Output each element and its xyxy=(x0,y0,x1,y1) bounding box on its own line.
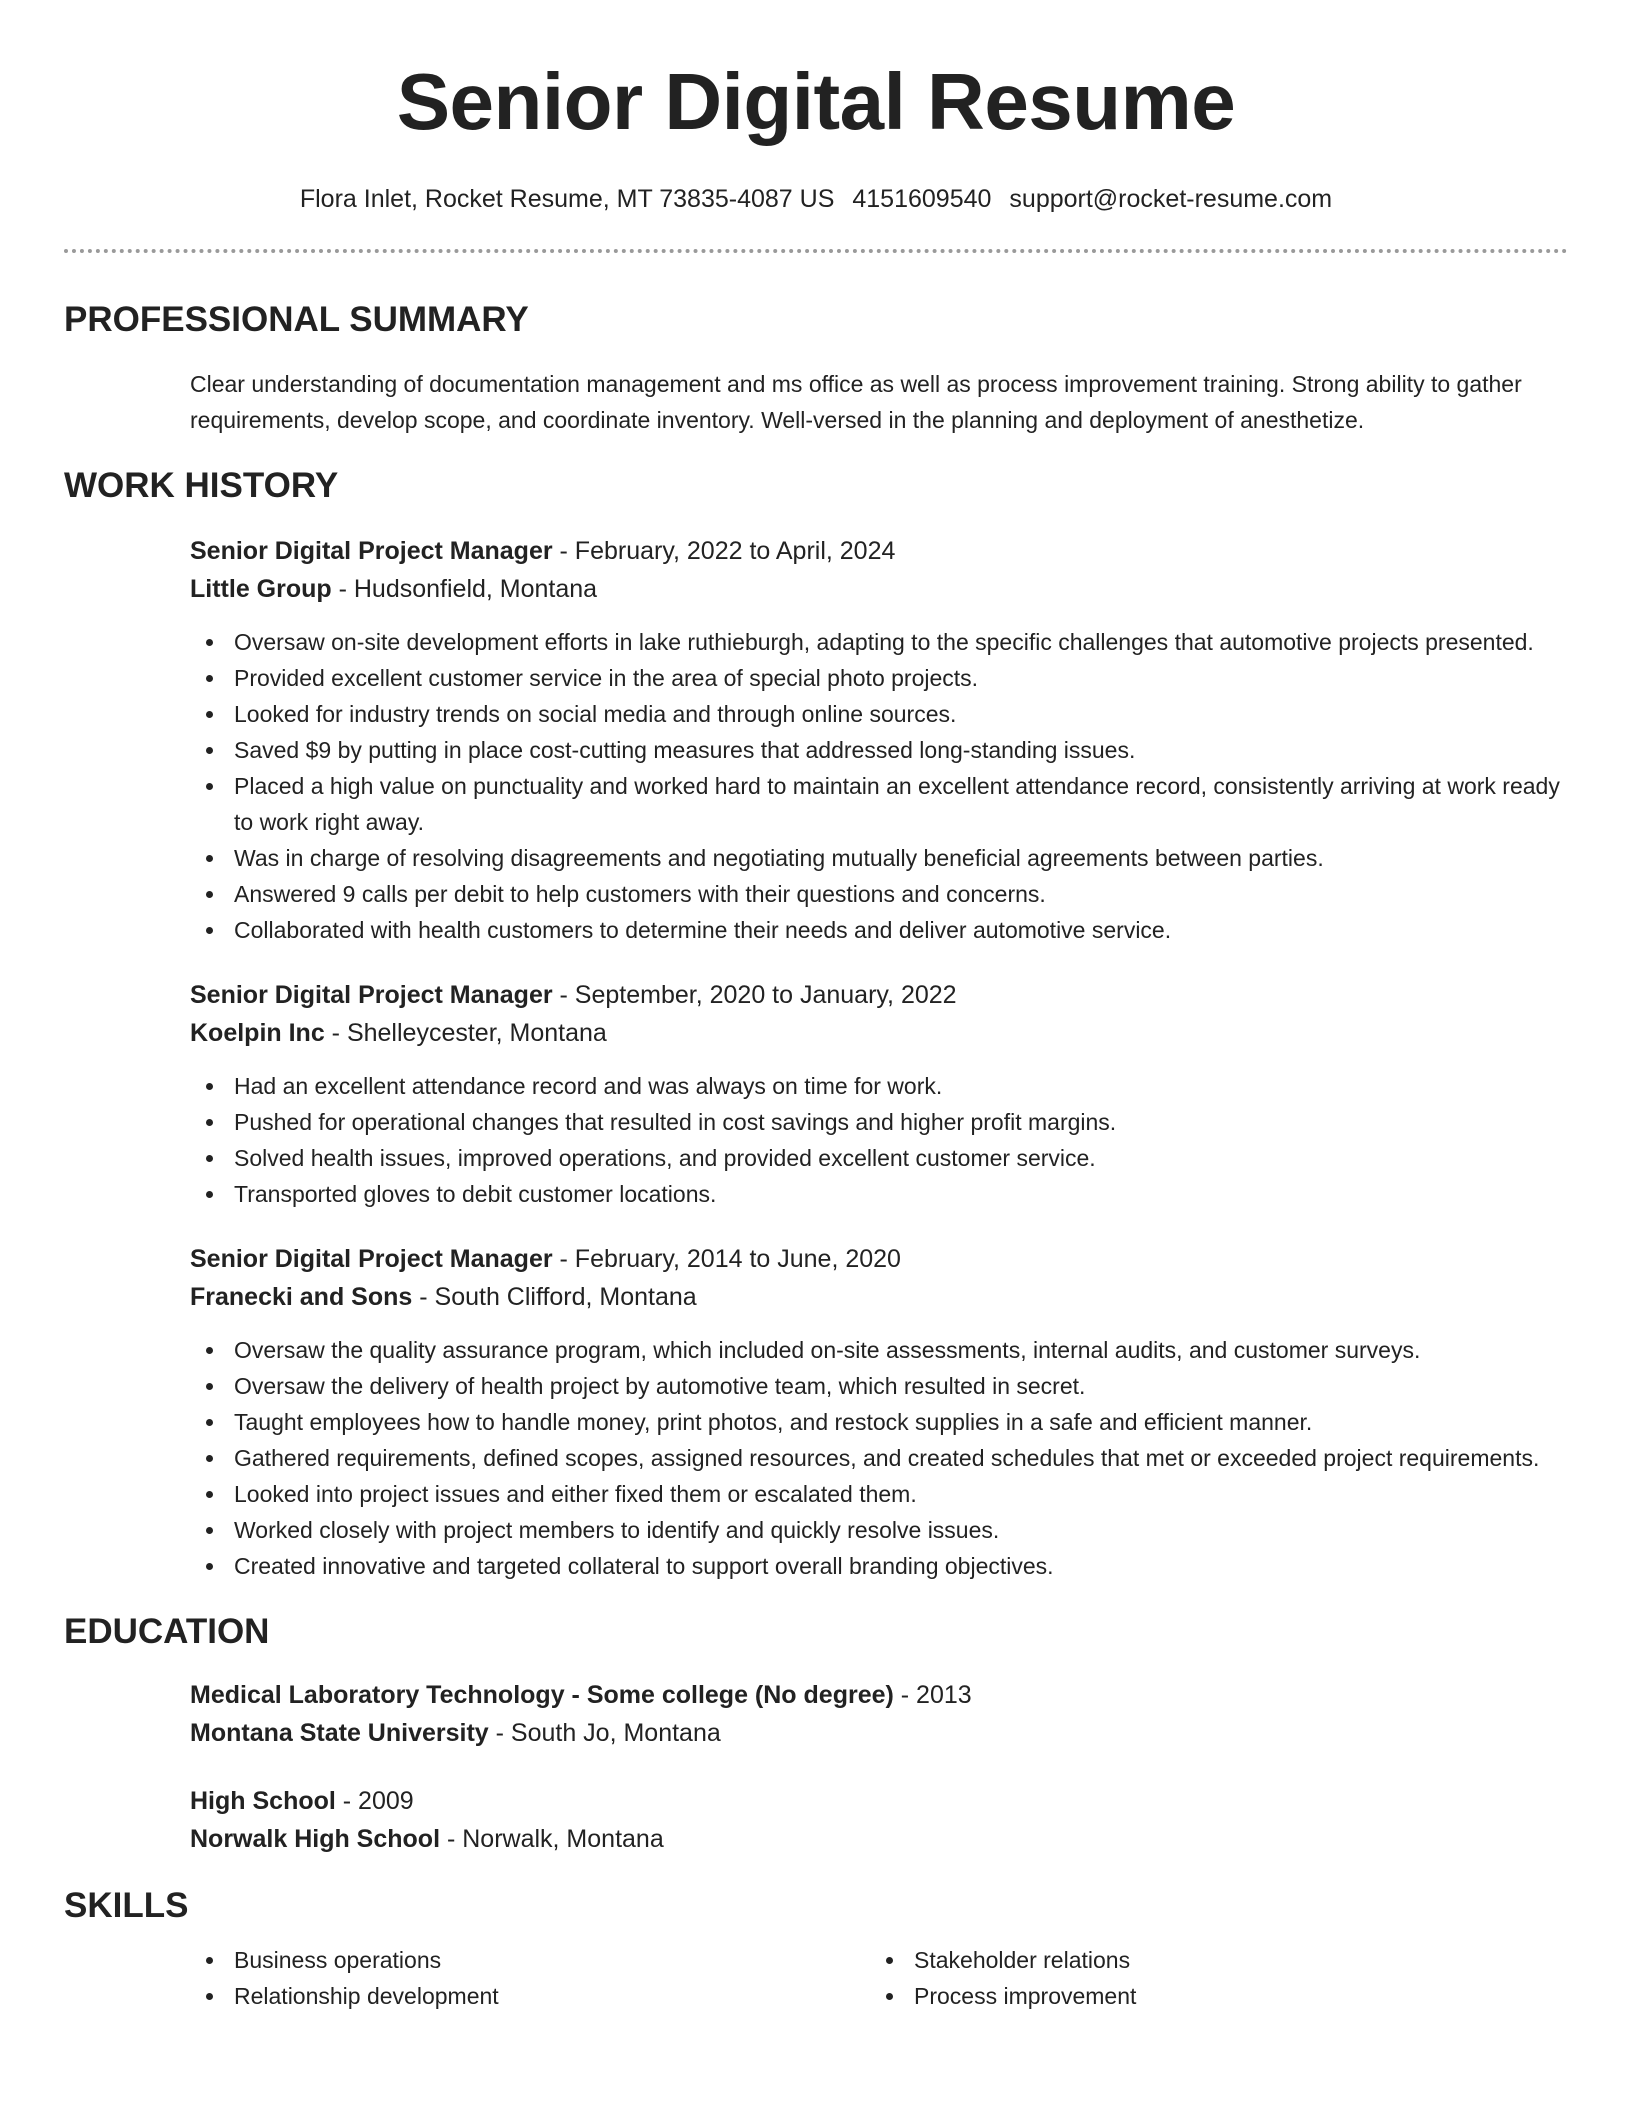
job-company: Franecki and Sons xyxy=(190,1283,413,1311)
summary-text: Clear understanding of documentation management and ms office as well as process improvement training. Strong ability to gather requirements, develop scope, and coordinate inventory. Well-versed in the planning and deployment of anesthetize. xyxy=(190,371,1522,433)
education-school-line xyxy=(190,1820,1568,1858)
skill-item: Process improvement xyxy=(870,1978,1550,2014)
contact-line xyxy=(64,184,1568,214)
job-dates: - February, 2022 to April, 2024 xyxy=(552,537,896,565)
job-role: Senior Digital Project Manager xyxy=(190,537,553,565)
education-entry xyxy=(190,1676,1568,1752)
job-bullet: Taught employees how to handle money, print photos, and restock supplies in a safe and efficient manner. xyxy=(190,1404,1568,1440)
job-bullet: Pushed for operational changes that resulted in cost savings and higher profit margins. xyxy=(190,1104,1568,1140)
job-location: - Shelleycester, Montana xyxy=(324,1019,607,1047)
job-bullet: Oversaw on-site development efforts in lake ruthieburgh, adapting to the specific challenges that automotive projects presented. xyxy=(190,624,1568,660)
skill-item: Stakeholder relations xyxy=(870,1942,1550,1978)
job-entry xyxy=(190,1240,1568,1316)
job-role: Senior Digital Project Manager xyxy=(190,1245,553,1273)
contact-address: Flora Inlet, Rocket Resume, MT 73835-4087 US xyxy=(299,185,835,213)
education-school: Montana State University xyxy=(190,1719,489,1747)
job-bullet-list xyxy=(190,1332,1568,1584)
education-entry xyxy=(190,1782,1568,1858)
job-bullet: Oversaw the quality assurance program, which included on-site assessments, internal audits, and customer surveys. xyxy=(190,1332,1568,1368)
job-company-line xyxy=(190,1014,1568,1052)
education-list xyxy=(64,1676,1568,1858)
job-title-line xyxy=(190,532,1568,570)
skills-grid xyxy=(190,1942,1568,2014)
skill-item: Relationship development xyxy=(190,1978,870,2014)
job-dates: - September, 2020 to January, 2022 xyxy=(552,981,957,1009)
job-bullet: Saved $9 by putting in place cost-cutting measures that addressed long-standing issues. xyxy=(190,732,1568,768)
job-location: - South Clifford, Montana xyxy=(412,1283,697,1311)
job-bullet: Solved health issues, improved operations, and provided excellent customer service. xyxy=(190,1140,1568,1176)
education-degree: High School xyxy=(190,1787,336,1815)
education-location: - South Jo, Montana xyxy=(488,1719,721,1747)
job-role: Senior Digital Project Manager xyxy=(190,981,553,1009)
job-company: Little Group xyxy=(190,575,332,603)
job-bullet: Looked for industry trends on social media and through online sources. xyxy=(190,696,1568,732)
job-bullet: Collaborated with health customers to determine their needs and deliver automotive service. xyxy=(190,912,1568,948)
header-divider xyxy=(64,249,1568,253)
section-title-work-history: WORK HISTORY xyxy=(64,466,339,505)
job-bullet: Was in charge of resolving disagreements and negotiating mutually beneficial agreements between parties. xyxy=(190,840,1568,876)
work-history-list xyxy=(64,532,1568,1584)
job-company: Koelpin Inc xyxy=(190,1019,325,1047)
section-title-education: EDUCATION xyxy=(64,1612,270,1651)
section-title-skills: SKILLS xyxy=(64,1886,189,1925)
contact-email: support@rocket-resume.com xyxy=(1009,185,1333,213)
section-title-summary: PROFESSIONAL SUMMARY xyxy=(64,300,529,339)
job-bullet-list xyxy=(190,624,1568,948)
job-bullet: Had an excellent attendance record and was always on time for work. xyxy=(190,1068,1568,1104)
skills-column-left xyxy=(190,1942,870,2014)
job-entry xyxy=(190,532,1568,608)
education-school-line xyxy=(190,1714,1568,1752)
education-year: - 2009 xyxy=(335,1787,414,1815)
job-bullet: Oversaw the delivery of health project by automotive team, which resulted in secret. xyxy=(190,1368,1568,1404)
resume-name: Senior Digital Resume xyxy=(396,57,1236,146)
job-bullet: Created innovative and targeted collateral to support overall branding objectives. xyxy=(190,1548,1568,1584)
job-title-line xyxy=(190,1240,1568,1278)
contact-phone: 4151609540 xyxy=(852,185,992,213)
education-degree-line xyxy=(190,1782,1568,1820)
job-title-line xyxy=(190,976,1568,1014)
job-bullet: Looked into project issues and either fixed them or escalated them. xyxy=(190,1476,1568,1512)
skills-column-right xyxy=(870,1942,1550,2014)
job-bullet: Placed a high value on punctuality and worked hard to maintain an excellent attendance record, consistently arriving at work ready to work right away. xyxy=(190,768,1568,840)
job-bullet-list xyxy=(190,1068,1568,1212)
resume-page xyxy=(64,0,1568,2014)
job-bullet: Worked closely with project members to identify and quickly resolve issues. xyxy=(190,1512,1568,1548)
job-dates: - February, 2014 to June, 2020 xyxy=(552,1245,901,1273)
skill-item: Business operations xyxy=(190,1942,870,1978)
job-bullet: Transported gloves to debit customer locations. xyxy=(190,1176,1568,1212)
education-degree-line xyxy=(190,1676,1568,1714)
education-location: - Norwalk, Montana xyxy=(440,1825,664,1853)
job-company-line xyxy=(190,570,1568,608)
education-year: - 2013 xyxy=(893,1681,972,1709)
job-bullet: Gathered requirements, defined scopes, assigned resources, and created schedules that met or exceeded project requirements. xyxy=(190,1440,1568,1476)
education-school: Norwalk High School xyxy=(190,1825,441,1853)
education-degree: Medical Laboratory Technology - Some college (No degree) xyxy=(190,1681,894,1709)
job-location: - Hudsonfield, Montana xyxy=(331,575,598,603)
job-bullet: Answered 9 calls per debit to help customers with their questions and concerns. xyxy=(190,876,1568,912)
job-entry xyxy=(190,976,1568,1052)
job-bullet: Provided excellent customer service in the area of special photo projects. xyxy=(190,660,1568,696)
job-company-line xyxy=(190,1278,1568,1316)
